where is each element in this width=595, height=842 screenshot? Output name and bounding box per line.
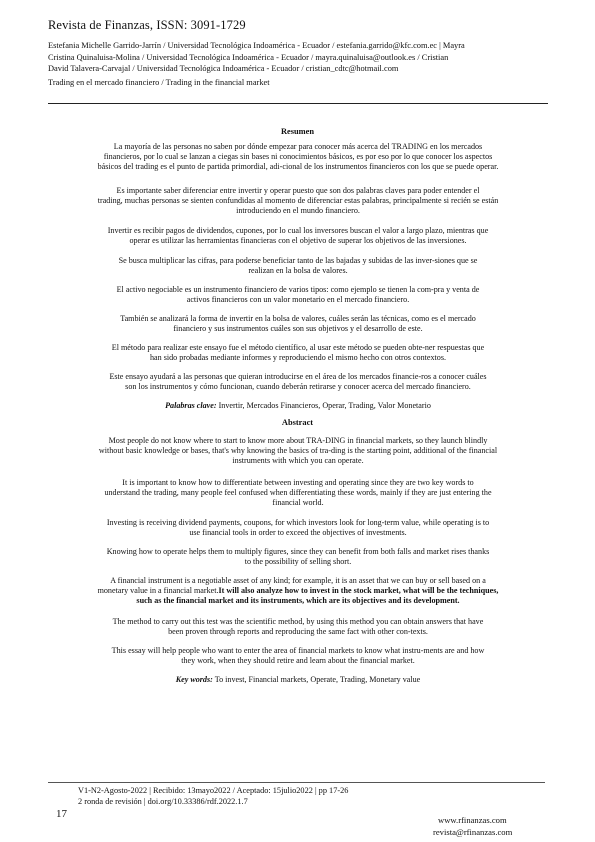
author-line: Estefania Michelle Garrido-Jarrín / Universidad Tecnológica Indoamérica - Ecuador / estefania.garrido@kfc.com.ec | Mayra	[48, 41, 465, 50]
text-line: A financial instrument is a negotiable asset of any kind; for example, it is an asset that we can buy or sell based on a	[110, 576, 486, 585]
header-divider	[48, 103, 548, 104]
abstract-paragraph	[48, 478, 548, 508]
author-line: David Talavera-Carvajal / Universidad Tecnológica Indoamérica - Ecuador / cristian_cdtc@hotmail.com	[48, 64, 399, 73]
keywords-label: Palabras clave:	[165, 401, 217, 410]
issue-info: V1-N2-Agosto-2022 | Recibido: 13mayo2022 / Aceptado: 15julio2022 | pp 17-26	[78, 786, 349, 795]
text-line: También se analizará la forma de invertir en la bolsa de valores, cuáles serán las técnicas, como es el mercado	[120, 314, 476, 323]
resumen-heading: Resumen	[280, 127, 315, 136]
resumen-keywords	[48, 401, 548, 411]
text-line: such as the financial market and its instruments, which are its objectives and its development.	[136, 596, 460, 605]
text-line: realizan en la bolsa de valores.	[248, 266, 348, 275]
abstract-heading: Abstract	[281, 418, 314, 427]
resumen-paragraph	[48, 186, 548, 216]
resumen-paragraph	[48, 285, 548, 305]
text-line: without basic knowledge or bases, that's why knowing the basics of tra-ding is the starting point, additional of the financial	[98, 446, 498, 455]
resumen-paragraph	[48, 314, 548, 334]
text-line: financiero y sus instrumentos cuáles son sus objetivos y el desarrollo de este.	[173, 324, 423, 333]
resumen-paragraph	[48, 256, 548, 276]
author-affiliations	[48, 40, 548, 75]
text-line: they work, when they should retire and learn about the financial market.	[181, 656, 415, 665]
text-line: use financial tools in order to exceed the objectives of investments.	[189, 528, 407, 537]
abstract-keywords	[48, 675, 548, 685]
text-line: to the possibility of selling short.	[244, 557, 352, 566]
resumen-paragraph	[48, 343, 548, 363]
doi-info: 2 ronda de revisión | doi.org/10.33386/rdf.2022.1.7	[78, 797, 248, 806]
abstract-paragraph	[48, 436, 548, 466]
text-line: El método para realizar este ensayo fue el método científico, al usar este método se pueden obte-ner respuestas que	[111, 343, 485, 352]
text-line: Invertir es recibir pagos de dividendos, cupones, por lo cual los inversores buscan el valor a largo plazo, mientras que	[107, 226, 489, 235]
text-line: Se busca multiplicar las cifras, para poderse beneficiar tanto de las bajadas y subidas de las inver-siones que se	[118, 256, 478, 265]
keywords-text: Invertir, Mercados Financieros, Operar, Trading, Valor Monetario	[216, 401, 431, 410]
text-line: Knowing how to operate helps them to multiply figures, since they can benefit from both falls and market rises thanks	[106, 547, 490, 556]
text-line: Este ensayo ayudará a las personas que quieran introducirse en el área de los mercados financie-ros a conocer cuáles	[109, 372, 487, 381]
text-line: The method to carry out this test was the scientific method, by using this method you can obtain answers that have	[112, 617, 484, 626]
text-line: introduciendo en el mundo financiero.	[236, 206, 360, 215]
abstract-paragraph	[48, 576, 548, 606]
text-line: been proven through reports and reproducing the same fact with other con-texts.	[168, 627, 428, 636]
plain-text: monetary value in a financial market.	[97, 586, 219, 595]
abstract-paragraph	[48, 547, 548, 567]
text-line: El activo negociable es un instrumento financiero de varios tipos: como ejemplo se tienen la com-pra y venta de	[116, 285, 480, 294]
article-topic: Trading en el mercado financiero / Trading in the financial market	[48, 78, 270, 87]
contact-email[interactable]: revista@rfinanzas.com	[433, 827, 513, 837]
resumen-paragraph	[48, 372, 548, 392]
text-line: This essay will help people who want to enter the area of financial markets to know what instru-ments are and how	[111, 646, 485, 655]
text-line	[48, 586, 548, 596]
text-line: Investing is receiving dividend payments, coupons, for which investors look for long-term value, while operating is to	[106, 518, 490, 527]
text-line: understand the trading, many people feel confused when differentiating these words, mainly if they are just entering the	[104, 488, 492, 497]
resumen-paragraph	[48, 226, 548, 246]
text-line: instruments with which you can operate.	[232, 456, 364, 465]
text-line: La mayoría de las personas no saben por dónde empezar para conocer más acerca del TRADING en los mercados	[113, 142, 483, 151]
abstract-paragraph	[48, 518, 548, 538]
text-line: financieros, por lo cual se lanzan a ciegas sin bases ni conocimientos básicos, es por eso por lo que conocer los aspectos	[103, 152, 493, 161]
journal-title: Revista de Finanzas, ISSN: 3091-1729	[48, 18, 246, 32]
text-line: trading, muchas personas se sienten confundidas al momento de diferenciar estas palabras, principalmente si recién se están	[97, 196, 499, 205]
website-link[interactable]: www.rfinanzas.com	[438, 815, 507, 825]
author-line: Cristina Quinaluisa-Molina / Universidad Tecnológica Indoamérica - Ecuador / mayra.quinaluisa@outlook.es / Cristian	[48, 52, 449, 62]
abstract-paragraph	[48, 646, 548, 666]
keywords-label: Key words:	[175, 675, 213, 684]
text-line: básicos del trading es el punto de partida primordial, adi-cional de los instrumentos financieros con los que se puede operar.	[97, 162, 499, 171]
page-number: 17	[56, 808, 67, 820]
text-line: han sido probadas mediante informes y reproduciendo el mismo hecho con otros contextos.	[149, 353, 447, 362]
text-line: activos financieros con un valor monetario en el mercado financiero.	[186, 295, 410, 304]
resumen-paragraph	[48, 142, 548, 172]
text-line: Most people do not know where to start to know more about TRA-DING in financial markets, so they launch blindly	[108, 436, 488, 445]
text-line: It is important to know how to differentiate between investing and operating since they are two key words to	[122, 478, 474, 487]
text-line: operar es utilizar las herramientas financieras con el objetivo de superar los objetivos de las inversiones.	[129, 236, 467, 245]
text-line: Es importante saber diferenciar entre invertir y operar puesto que son dos palabras claves para poder entender el	[116, 186, 480, 195]
text-line: financial world.	[272, 498, 324, 507]
keywords-text: To invest, Financial markets, Operate, Trading, Monetary value	[212, 675, 421, 684]
abstract-paragraph	[48, 617, 548, 637]
text-line: son los instrumentos y cómo funcionan, cuando deberán retirarse y conocer acerca del mercado financiero.	[125, 382, 471, 391]
bold-text: It will also analyze how to invest in the stock market, what will be the techniques,	[218, 586, 499, 595]
footer-divider	[48, 782, 545, 783]
